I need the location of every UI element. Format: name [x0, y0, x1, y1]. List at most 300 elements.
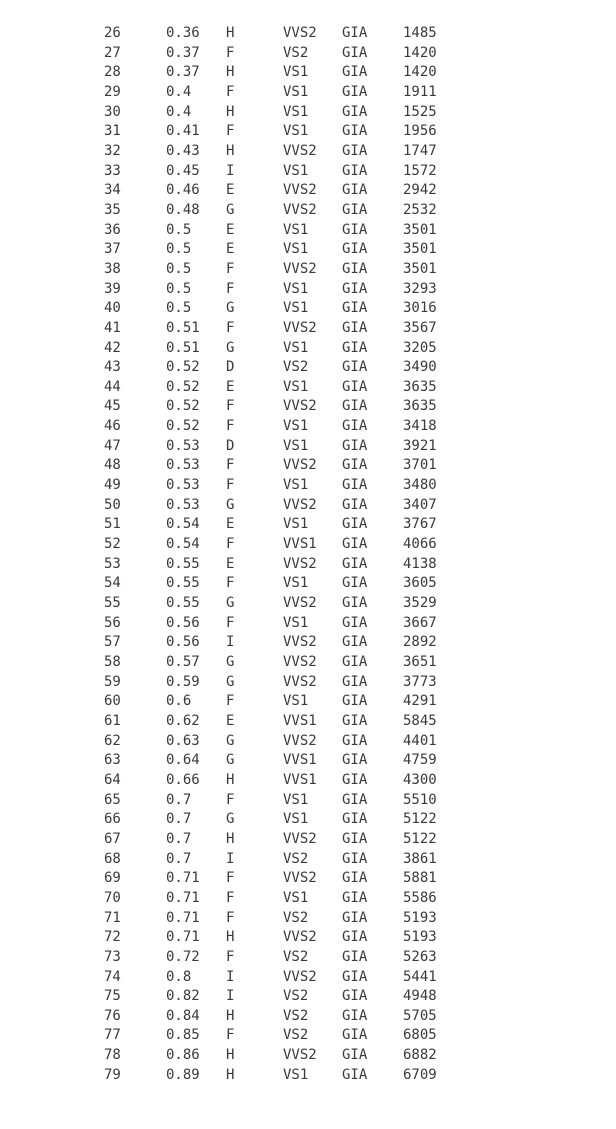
price-cell: 3016	[403, 300, 437, 317]
row-index: 75	[104, 988, 121, 1005]
price-cell: 3480	[403, 477, 437, 494]
lab-cell: GIA	[342, 673, 368, 690]
table-row	[104, 1046, 453, 1066]
row-index: 42	[104, 339, 121, 356]
lab-cell: GIA	[342, 791, 368, 808]
color-grade-cell: F	[226, 280, 235, 297]
color-grade-cell: F	[226, 418, 235, 435]
carat-cell: 0.37	[166, 64, 200, 81]
lab-cell: GIA	[342, 496, 368, 513]
lab-cell: GIA	[342, 339, 368, 356]
price-cell: 4759	[403, 752, 437, 769]
carat-cell: 0.53	[166, 477, 200, 494]
price-cell: 1911	[403, 83, 437, 100]
table-row	[104, 948, 453, 968]
row-index: 77	[104, 1027, 121, 1044]
lab-cell: GIA	[342, 418, 368, 435]
carat-cell: 0.51	[166, 339, 200, 356]
row-index: 66	[104, 811, 121, 828]
lab-cell: GIA	[342, 988, 368, 1005]
lab-cell: GIA	[342, 811, 368, 828]
lab-cell: GIA	[342, 830, 368, 847]
price-cell: 1420	[403, 44, 437, 61]
color-grade-cell: D	[226, 359, 235, 376]
row-index: 76	[104, 1007, 121, 1024]
row-index: 39	[104, 280, 121, 297]
price-cell: 3293	[403, 280, 437, 297]
color-grade-cell: H	[226, 64, 235, 81]
lab-cell: GIA	[342, 555, 368, 572]
table-row	[104, 909, 453, 929]
price-cell: 5263	[403, 948, 437, 965]
carat-cell: 0.84	[166, 1007, 200, 1024]
table-row	[104, 417, 453, 437]
clarity-cell: VS2	[283, 850, 309, 867]
clarity-cell: VVS2	[283, 830, 317, 847]
row-index: 43	[104, 359, 121, 376]
color-grade-cell: E	[226, 712, 235, 729]
color-grade-cell: E	[226, 241, 235, 258]
lab-cell: GIA	[342, 201, 368, 218]
lab-cell: GIA	[342, 693, 368, 710]
clarity-cell: VS1	[283, 280, 309, 297]
price-cell: 3651	[403, 654, 437, 670]
carat-cell: 0.82	[166, 988, 200, 1005]
clarity-cell: VVS2	[283, 182, 317, 199]
clarity-cell: VS1	[283, 693, 309, 710]
clarity-cell: VS1	[283, 614, 309, 631]
clarity-cell: VVS2	[283, 673, 317, 690]
carat-cell: 0.57	[166, 654, 200, 670]
table-row	[104, 555, 453, 575]
carat-cell: 0.45	[166, 162, 200, 179]
color-grade-cell: G	[226, 673, 235, 690]
row-index: 62	[104, 732, 121, 749]
row-index: 67	[104, 830, 121, 847]
color-grade-cell: E	[226, 378, 235, 395]
color-grade-cell: F	[226, 123, 235, 140]
clarity-cell: VVS2	[283, 968, 317, 985]
table-row	[104, 791, 453, 811]
table-row	[104, 339, 453, 359]
carat-cell: 0.6	[166, 693, 192, 710]
row-index: 54	[104, 575, 121, 592]
table-row	[104, 221, 453, 241]
table-row	[104, 574, 453, 594]
lab-cell: GIA	[342, 889, 368, 906]
clarity-cell: VS2	[283, 44, 309, 61]
table-row	[104, 535, 453, 555]
table-row	[104, 260, 453, 280]
row-index: 56	[104, 614, 121, 631]
color-grade-cell: E	[226, 555, 235, 572]
color-grade-cell: F	[226, 260, 235, 277]
table-row	[104, 889, 453, 909]
lab-cell: GIA	[342, 929, 368, 946]
clarity-cell: VS1	[283, 889, 309, 906]
color-grade-cell: E	[226, 516, 235, 533]
table-row	[104, 162, 453, 182]
carat-cell: 0.53	[166, 496, 200, 513]
table-row	[104, 850, 453, 870]
table-row	[104, 810, 453, 830]
table-row	[104, 456, 453, 476]
color-grade-cell: G	[226, 732, 235, 749]
carat-cell: 0.52	[166, 359, 200, 376]
table-row	[104, 633, 453, 653]
carat-cell: 0.62	[166, 712, 200, 729]
lab-cell: GIA	[342, 162, 368, 179]
clarity-cell: VVS2	[283, 654, 317, 670]
clarity-cell: VVS2	[283, 496, 317, 513]
price-cell: 3635	[403, 398, 437, 415]
lab-cell: GIA	[342, 634, 368, 651]
row-index: 38	[104, 260, 121, 277]
carat-cell: 0.5	[166, 241, 192, 258]
table-row	[104, 751, 453, 771]
color-grade-cell: E	[226, 182, 235, 199]
row-index: 45	[104, 398, 121, 415]
table-row	[104, 122, 453, 142]
table-row	[104, 201, 453, 221]
color-grade-cell: H	[226, 103, 235, 120]
price-cell: 4066	[403, 536, 437, 553]
color-grade-cell: I	[226, 634, 235, 651]
carat-cell: 0.48	[166, 201, 200, 218]
lab-cell: GIA	[342, 398, 368, 415]
carat-cell: 0.71	[166, 889, 200, 906]
table-row	[104, 476, 453, 496]
price-cell: 2532	[403, 201, 437, 218]
price-cell: 5193	[403, 929, 437, 946]
lab-cell: GIA	[342, 516, 368, 533]
table-row	[104, 83, 453, 103]
price-cell: 3667	[403, 614, 437, 631]
row-index: 74	[104, 968, 121, 985]
color-grade-cell: F	[226, 83, 235, 100]
lab-cell: GIA	[342, 83, 368, 100]
table-row	[104, 692, 453, 712]
carat-cell: 0.4	[166, 83, 192, 100]
clarity-cell: VS2	[283, 1007, 309, 1024]
color-grade-cell: H	[226, 830, 235, 847]
price-cell: 3767	[403, 516, 437, 533]
table-row	[104, 63, 453, 83]
row-index: 64	[104, 771, 121, 788]
clarity-cell: VS1	[283, 300, 309, 317]
row-index: 73	[104, 948, 121, 965]
table-body	[104, 24, 453, 1085]
color-grade-cell: G	[226, 654, 235, 670]
color-grade-cell: H	[226, 1066, 235, 1083]
table-row	[104, 397, 453, 417]
row-index: 29	[104, 83, 121, 100]
clarity-cell: VS1	[283, 123, 309, 140]
clarity-cell: VS1	[283, 418, 309, 435]
clarity-cell: VS1	[283, 378, 309, 395]
carat-cell: 0.52	[166, 418, 200, 435]
price-cell: 3205	[403, 339, 437, 356]
carat-cell: 0.56	[166, 634, 200, 651]
carat-cell: 0.53	[166, 437, 200, 454]
price-cell: 6709	[403, 1066, 437, 1083]
price-cell: 3490	[403, 359, 437, 376]
row-index: 51	[104, 516, 121, 533]
price-cell: 6882	[403, 1047, 437, 1064]
lab-cell: GIA	[342, 359, 368, 376]
table-row	[104, 614, 453, 634]
clarity-cell: VVS2	[283, 929, 317, 946]
color-grade-cell: D	[226, 437, 235, 454]
carat-cell: 0.43	[166, 142, 200, 159]
row-index: 37	[104, 241, 121, 258]
carat-cell: 0.7	[166, 850, 192, 867]
clarity-cell: VVS2	[283, 260, 317, 277]
price-cell: 4291	[403, 693, 437, 710]
color-grade-cell: G	[226, 339, 235, 356]
table-row	[104, 378, 453, 398]
table-row	[104, 181, 453, 201]
price-cell: 3635	[403, 378, 437, 395]
diamond-table	[104, 24, 453, 1085]
price-cell: 1747	[403, 142, 437, 159]
row-index: 60	[104, 693, 121, 710]
price-cell: 1420	[403, 64, 437, 81]
clarity-cell: VS1	[283, 64, 309, 81]
color-grade-cell: H	[226, 142, 235, 159]
row-index: 35	[104, 201, 121, 218]
carat-cell: 0.55	[166, 575, 200, 592]
price-cell: 3418	[403, 418, 437, 435]
clarity-cell: VVS2	[283, 870, 317, 887]
lab-cell: GIA	[342, 850, 368, 867]
clarity-cell: VS1	[283, 437, 309, 454]
row-index: 49	[104, 477, 121, 494]
lab-cell: GIA	[342, 44, 368, 61]
row-index: 44	[104, 378, 121, 395]
lab-cell: GIA	[342, 280, 368, 297]
price-cell: 5845	[403, 712, 437, 729]
lab-cell: GIA	[342, 948, 368, 965]
color-grade-cell: F	[226, 398, 235, 415]
carat-cell: 0.8	[166, 968, 192, 985]
table-row	[104, 1066, 453, 1086]
price-cell: 5510	[403, 791, 437, 808]
color-grade-cell: I	[226, 988, 235, 1005]
lab-cell: GIA	[342, 732, 368, 749]
clarity-cell: VVS2	[283, 25, 317, 41]
clarity-cell: VS2	[283, 359, 309, 376]
carat-cell: 0.85	[166, 1027, 200, 1044]
color-grade-cell: F	[226, 614, 235, 631]
carat-cell: 0.54	[166, 536, 200, 553]
lab-cell: GIA	[342, 595, 368, 612]
lab-cell: GIA	[342, 64, 368, 81]
row-index: 27	[104, 44, 121, 61]
color-grade-cell: G	[226, 811, 235, 828]
clarity-cell: VVS1	[283, 752, 317, 769]
row-index: 63	[104, 752, 121, 769]
color-grade-cell: H	[226, 1047, 235, 1064]
carat-cell: 0.5	[166, 280, 192, 297]
carat-cell: 0.5	[166, 300, 192, 317]
clarity-cell: VVS2	[283, 595, 317, 612]
row-index: 72	[104, 929, 121, 946]
color-grade-cell: F	[226, 319, 235, 336]
price-cell: 3501	[403, 241, 437, 258]
table-row	[104, 732, 453, 752]
carat-cell: 0.56	[166, 614, 200, 631]
lab-cell: GIA	[342, 437, 368, 454]
row-index: 30	[104, 103, 121, 120]
row-index: 48	[104, 457, 121, 474]
table-row	[104, 103, 453, 123]
lab-cell: GIA	[342, 182, 368, 199]
carat-cell: 0.41	[166, 123, 200, 140]
color-grade-cell: E	[226, 221, 235, 238]
clarity-cell: VS1	[283, 1066, 309, 1083]
row-index: 47	[104, 437, 121, 454]
carat-cell: 0.86	[166, 1047, 200, 1064]
clarity-cell: VS1	[283, 516, 309, 533]
carat-cell: 0.66	[166, 771, 200, 788]
clarity-cell: VVS1	[283, 771, 317, 788]
row-index: 59	[104, 673, 121, 690]
color-grade-cell: H	[226, 771, 235, 788]
clarity-cell: VS2	[283, 1027, 309, 1044]
clarity-cell: VVS2	[283, 142, 317, 159]
price-cell: 1572	[403, 162, 437, 179]
color-grade-cell: H	[226, 1007, 235, 1024]
clarity-cell: VVS2	[283, 555, 317, 572]
carat-cell: 0.36	[166, 25, 200, 41]
carat-cell: 0.4	[166, 103, 192, 120]
lab-cell: GIA	[342, 870, 368, 887]
table-row	[104, 299, 453, 319]
carat-cell: 0.46	[166, 182, 200, 199]
clarity-cell: VS1	[283, 103, 309, 120]
color-grade-cell: I	[226, 162, 235, 179]
row-index: 46	[104, 418, 121, 435]
table-row	[104, 594, 453, 614]
color-grade-cell: F	[226, 889, 235, 906]
price-cell: 4300	[403, 771, 437, 788]
table-row	[104, 1007, 453, 1027]
lab-cell: GIA	[342, 103, 368, 120]
carat-cell: 0.52	[166, 378, 200, 395]
table-row	[104, 869, 453, 889]
lab-cell: GIA	[342, 260, 368, 277]
row-index: 70	[104, 889, 121, 906]
table-row	[104, 142, 453, 162]
color-grade-cell: F	[226, 477, 235, 494]
row-index: 57	[104, 634, 121, 651]
row-index: 40	[104, 300, 121, 317]
price-cell: 3773	[403, 673, 437, 690]
clarity-cell: VS1	[283, 575, 309, 592]
clarity-cell: VS2	[283, 909, 309, 926]
lab-cell: GIA	[342, 1066, 368, 1083]
row-index: 55	[104, 595, 121, 612]
clarity-cell: VS1	[283, 241, 309, 258]
row-index: 31	[104, 123, 121, 140]
lab-cell: GIA	[342, 142, 368, 159]
lab-cell: GIA	[342, 300, 368, 317]
price-cell: 3501	[403, 221, 437, 238]
price-cell: 6805	[403, 1027, 437, 1044]
price-cell: 4138	[403, 555, 437, 572]
lab-cell: GIA	[342, 221, 368, 238]
row-index: 71	[104, 909, 121, 926]
color-grade-cell: F	[226, 536, 235, 553]
lab-cell: GIA	[342, 771, 368, 788]
clarity-cell: VVS2	[283, 732, 317, 749]
price-cell: 5705	[403, 1007, 437, 1024]
table-row	[104, 712, 453, 732]
carat-cell: 0.7	[166, 830, 192, 847]
table-row	[104, 515, 453, 535]
carat-cell: 0.53	[166, 457, 200, 474]
color-grade-cell: F	[226, 1027, 235, 1044]
lab-cell: GIA	[342, 457, 368, 474]
color-grade-cell: F	[226, 948, 235, 965]
color-grade-cell: F	[226, 693, 235, 710]
color-grade-cell: I	[226, 968, 235, 985]
clarity-cell: VVS1	[283, 712, 317, 729]
lab-cell: GIA	[342, 123, 368, 140]
table-row	[104, 280, 453, 300]
clarity-cell: VVS2	[283, 319, 317, 336]
price-cell: 2942	[403, 182, 437, 199]
color-grade-cell: H	[226, 25, 235, 41]
price-cell: 3861	[403, 850, 437, 867]
lab-cell: GIA	[342, 614, 368, 631]
table-row	[104, 358, 453, 378]
color-grade-cell: F	[226, 575, 235, 592]
table-row	[104, 319, 453, 339]
color-grade-cell: F	[226, 870, 235, 887]
lab-cell: GIA	[342, 575, 368, 592]
clarity-cell: VS1	[283, 791, 309, 808]
table-row	[104, 24, 453, 44]
lab-cell: GIA	[342, 25, 368, 41]
price-cell: 3407	[403, 496, 437, 513]
price-cell: 5122	[403, 811, 437, 828]
table-row	[104, 771, 453, 791]
price-cell: 5586	[403, 889, 437, 906]
lab-cell: GIA	[342, 319, 368, 336]
color-grade-cell: I	[226, 850, 235, 867]
row-index: 61	[104, 712, 121, 729]
row-index: 53	[104, 555, 121, 572]
row-index: 32	[104, 142, 121, 159]
clarity-cell: VVS2	[283, 457, 317, 474]
lab-cell: GIA	[342, 477, 368, 494]
carat-cell: 0.51	[166, 319, 200, 336]
clarity-cell: VS1	[283, 83, 309, 100]
carat-cell: 0.89	[166, 1066, 200, 1083]
price-cell: 3605	[403, 575, 437, 592]
color-grade-cell: G	[226, 752, 235, 769]
clarity-cell: VS1	[283, 162, 309, 179]
lab-cell: GIA	[342, 1007, 368, 1024]
clarity-cell: VS1	[283, 221, 309, 238]
row-index: 33	[104, 162, 121, 179]
clarity-cell: VS1	[283, 477, 309, 494]
carat-cell: 0.72	[166, 948, 200, 965]
color-grade-cell: F	[226, 44, 235, 61]
carat-cell: 0.71	[166, 909, 200, 926]
